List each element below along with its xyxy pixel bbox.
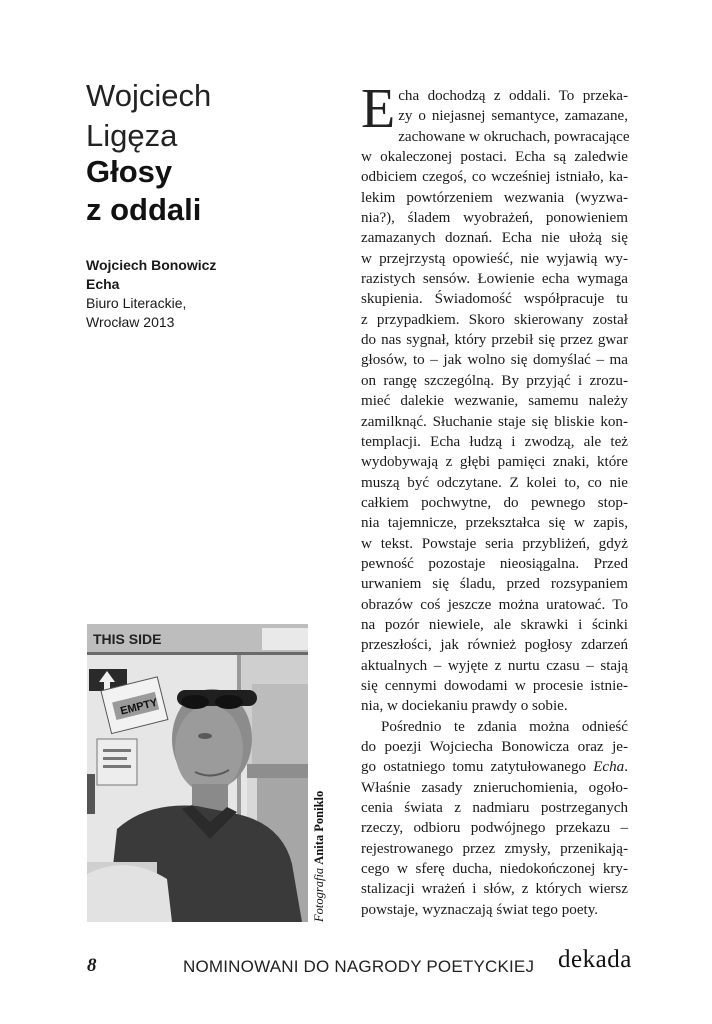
author-last-name: Ligęza: [86, 118, 178, 153]
title-line-1: Głosy: [86, 154, 173, 189]
text-line: obrazów coś jeszcze można uratować. To: [361, 596, 628, 613]
text-line: razistych sensów. Łowienie echa wymaga: [361, 271, 628, 288]
text-line: do nas sygnał, który przebił się przez gwar: [361, 332, 628, 349]
text-line: na pozór niewiele, ale skrawki i ścinki: [361, 616, 628, 633]
text-line: rzeczy, odbioru podwójnego przekazu –: [361, 820, 628, 837]
text-line: go ostatniego tomu zatytułowanego Echa.: [361, 759, 628, 776]
text-line: cenia świata z nadmiaru postrzeganych: [361, 800, 628, 817]
text-line: w okaleczonej postaci. Echa są zaledwie: [361, 149, 628, 166]
text-line: on rangę szczególną. By przyjąć i zrozu-: [361, 372, 628, 389]
text-line: w przejrzystą opowieść, nie wyjawią wy-: [361, 250, 628, 267]
text-line: zamazanych doznań. Echa nie ułożą się: [361, 230, 628, 247]
paragraph-1-lines: [361, 78, 630, 717]
text-line: przeszłości, jak również pogłosy zdarzeń: [361, 637, 628, 654]
text-line: nia?), śladem wyobrażeń, ponowieniem: [361, 210, 628, 227]
author-first-name: Wojciech: [86, 78, 212, 113]
text-line: głosów, to – jak wolno się domyślać – ma: [361, 352, 628, 369]
text-line: do poezji Wojciecha Bonowicza oraz je-: [361, 739, 628, 755]
text-line: rejestrowanego przez zmysły, przenikają-: [361, 840, 628, 857]
book-info: [86, 256, 326, 332]
text-line: w tekst. Powstaje seria przybliżeń, gdyż: [361, 535, 628, 552]
caption-photographer: Anita Poniklo: [312, 790, 326, 865]
text-line: templacji. Echa łudzą i zwodzą, ale też: [361, 433, 628, 450]
sign-empty: EMPTY: [119, 696, 159, 718]
paragraph-1: [361, 78, 630, 717]
sign-this-side: THIS SIDE: [93, 631, 162, 647]
text-line: nia tajemnicze, przekształca się w zapis,: [361, 515, 628, 532]
dekada-logo: dekada: [558, 946, 632, 973]
drop-cap: E: [361, 78, 396, 140]
text-line: z przypadkiem. Skoro skierowany został: [361, 311, 628, 328]
text-line: cego w sferę ducha, niedokończonej kry-: [361, 861, 628, 878]
book-place-year: Wrocław 2013: [86, 314, 175, 330]
text-line: muszą być odczytane. Z kolei to, co nie: [361, 474, 628, 491]
article-title: [86, 153, 326, 229]
title-line-2: z oddali: [86, 192, 202, 227]
paragraph-2-lines: [361, 717, 628, 920]
text-line: Pośrednio te zdania można odnieść: [381, 718, 628, 735]
text-line: się cennymi dowodami w procesie istnie-: [361, 677, 628, 694]
text-line: wydobywają z głębi pamięci znaki, które: [361, 454, 628, 471]
text-line: powstaje, wyznaczają świat tego poety.: [361, 901, 599, 918]
author-photo: [87, 624, 308, 922]
book-author: Wojciech Bonowicz: [86, 257, 217, 273]
text-line: cha dochodzą z oddali. To przeka-: [398, 88, 628, 104]
footer-section-title: NOMINOWANI DO NAGRODY POETYCKIEJ: [183, 957, 535, 976]
text-line: zy o niejasnej semantyce, zamazane,: [398, 108, 628, 125]
text-line: odbiciem czegoś, co wcześniej istniało, ka-: [361, 169, 628, 186]
page-number: 8: [87, 955, 97, 976]
text-line: nia, w dociekaniu prawdy o sobie.: [361, 698, 568, 715]
text-line: Właśnie zasady znieruchomienia, ogoło-: [361, 779, 628, 796]
book-title: Echa: [86, 276, 120, 292]
text-line: mieć dalekie wezwanie, samemu należy: [361, 393, 628, 410]
text-line: całkiem pochwytne, do pewnego stop-: [361, 494, 628, 511]
text-line: skupienia. Świadomość współpracuje tu: [361, 291, 628, 308]
text-line: pewność pozostaje nieosiągalna. Przed: [361, 555, 628, 572]
text-line: urwaniem się śladu, przed rozsypaniem: [361, 576, 628, 593]
paragraph-2: [361, 717, 628, 920]
article-body: [361, 78, 630, 920]
caption-label: Fotografia: [312, 867, 326, 922]
text-line: zachowane w okruchach, powracające: [398, 128, 630, 145]
text-line: aktualnych – wyjęte z nurtu czasu – stają: [361, 657, 628, 674]
text-line: zamilknąć. Słuchanie staje się bliskie kon-: [361, 413, 628, 430]
article-author: [86, 76, 326, 156]
book-publisher: Biuro Literackie,: [86, 295, 187, 311]
text-line: stalizacji wrażeń i słów, z których wiersz: [361, 881, 628, 898]
photo-caption: [312, 791, 327, 922]
text-line: lekim powtórzeniem wezwania (wyzwa-: [361, 189, 628, 206]
book-title-inline: Echa: [593, 759, 625, 776]
